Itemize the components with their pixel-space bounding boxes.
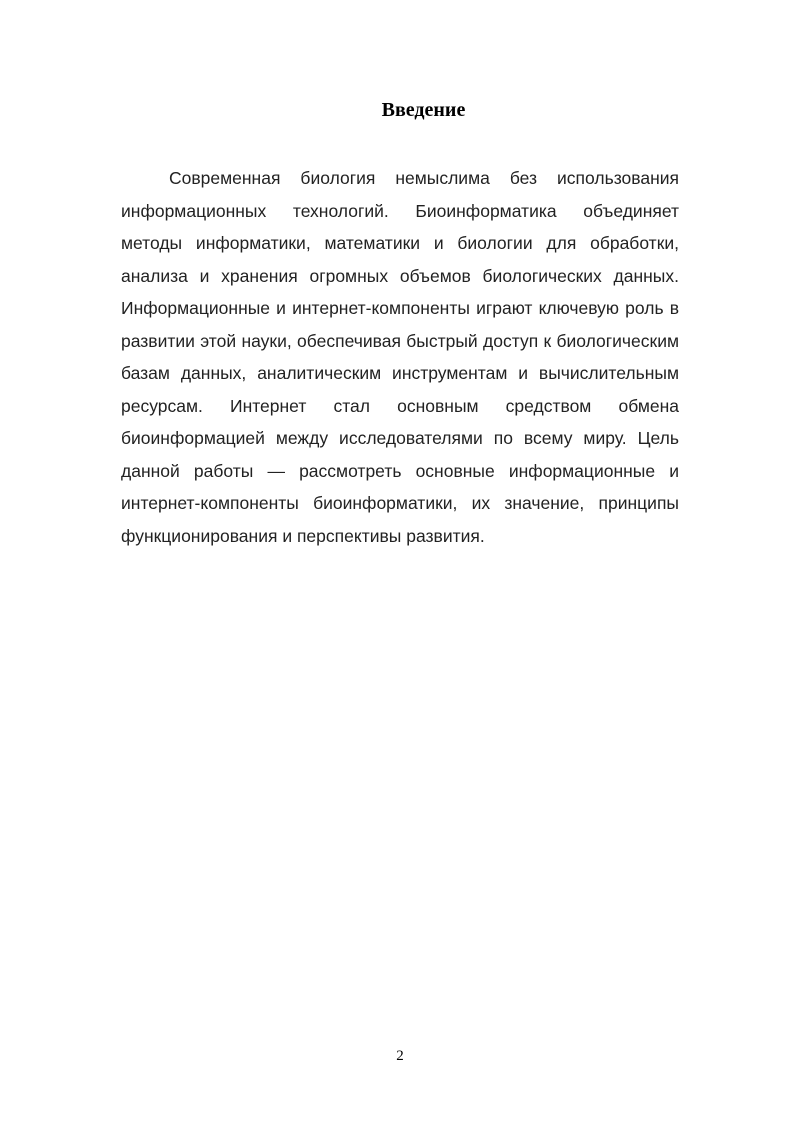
section-heading: Введение [381,99,466,121]
page-number: 2 [396,1048,404,1064]
introduction-paragraph: Современная биология немыслима без использования информационных технологий. Биоинформатика объединяет методы информатики, математики и биологии для обработки, анализа и хранения огромных объемов биологических данных. Информационные и интернет-компоненты играют ключевую роль в развитии этой науки, обеспечивая быстрый доступ к биологическим базам данных, аналитическим инструментам и вычислительным ресурсам. Интернет стал основным средством обмена биоинформацией между исследователями по всему миру. Цель данной работы — рассмотреть основные информационные и интернет-компоненты биоинформатики, их значение, принципы функционирования и перспективы развития. [121,168,679,546]
